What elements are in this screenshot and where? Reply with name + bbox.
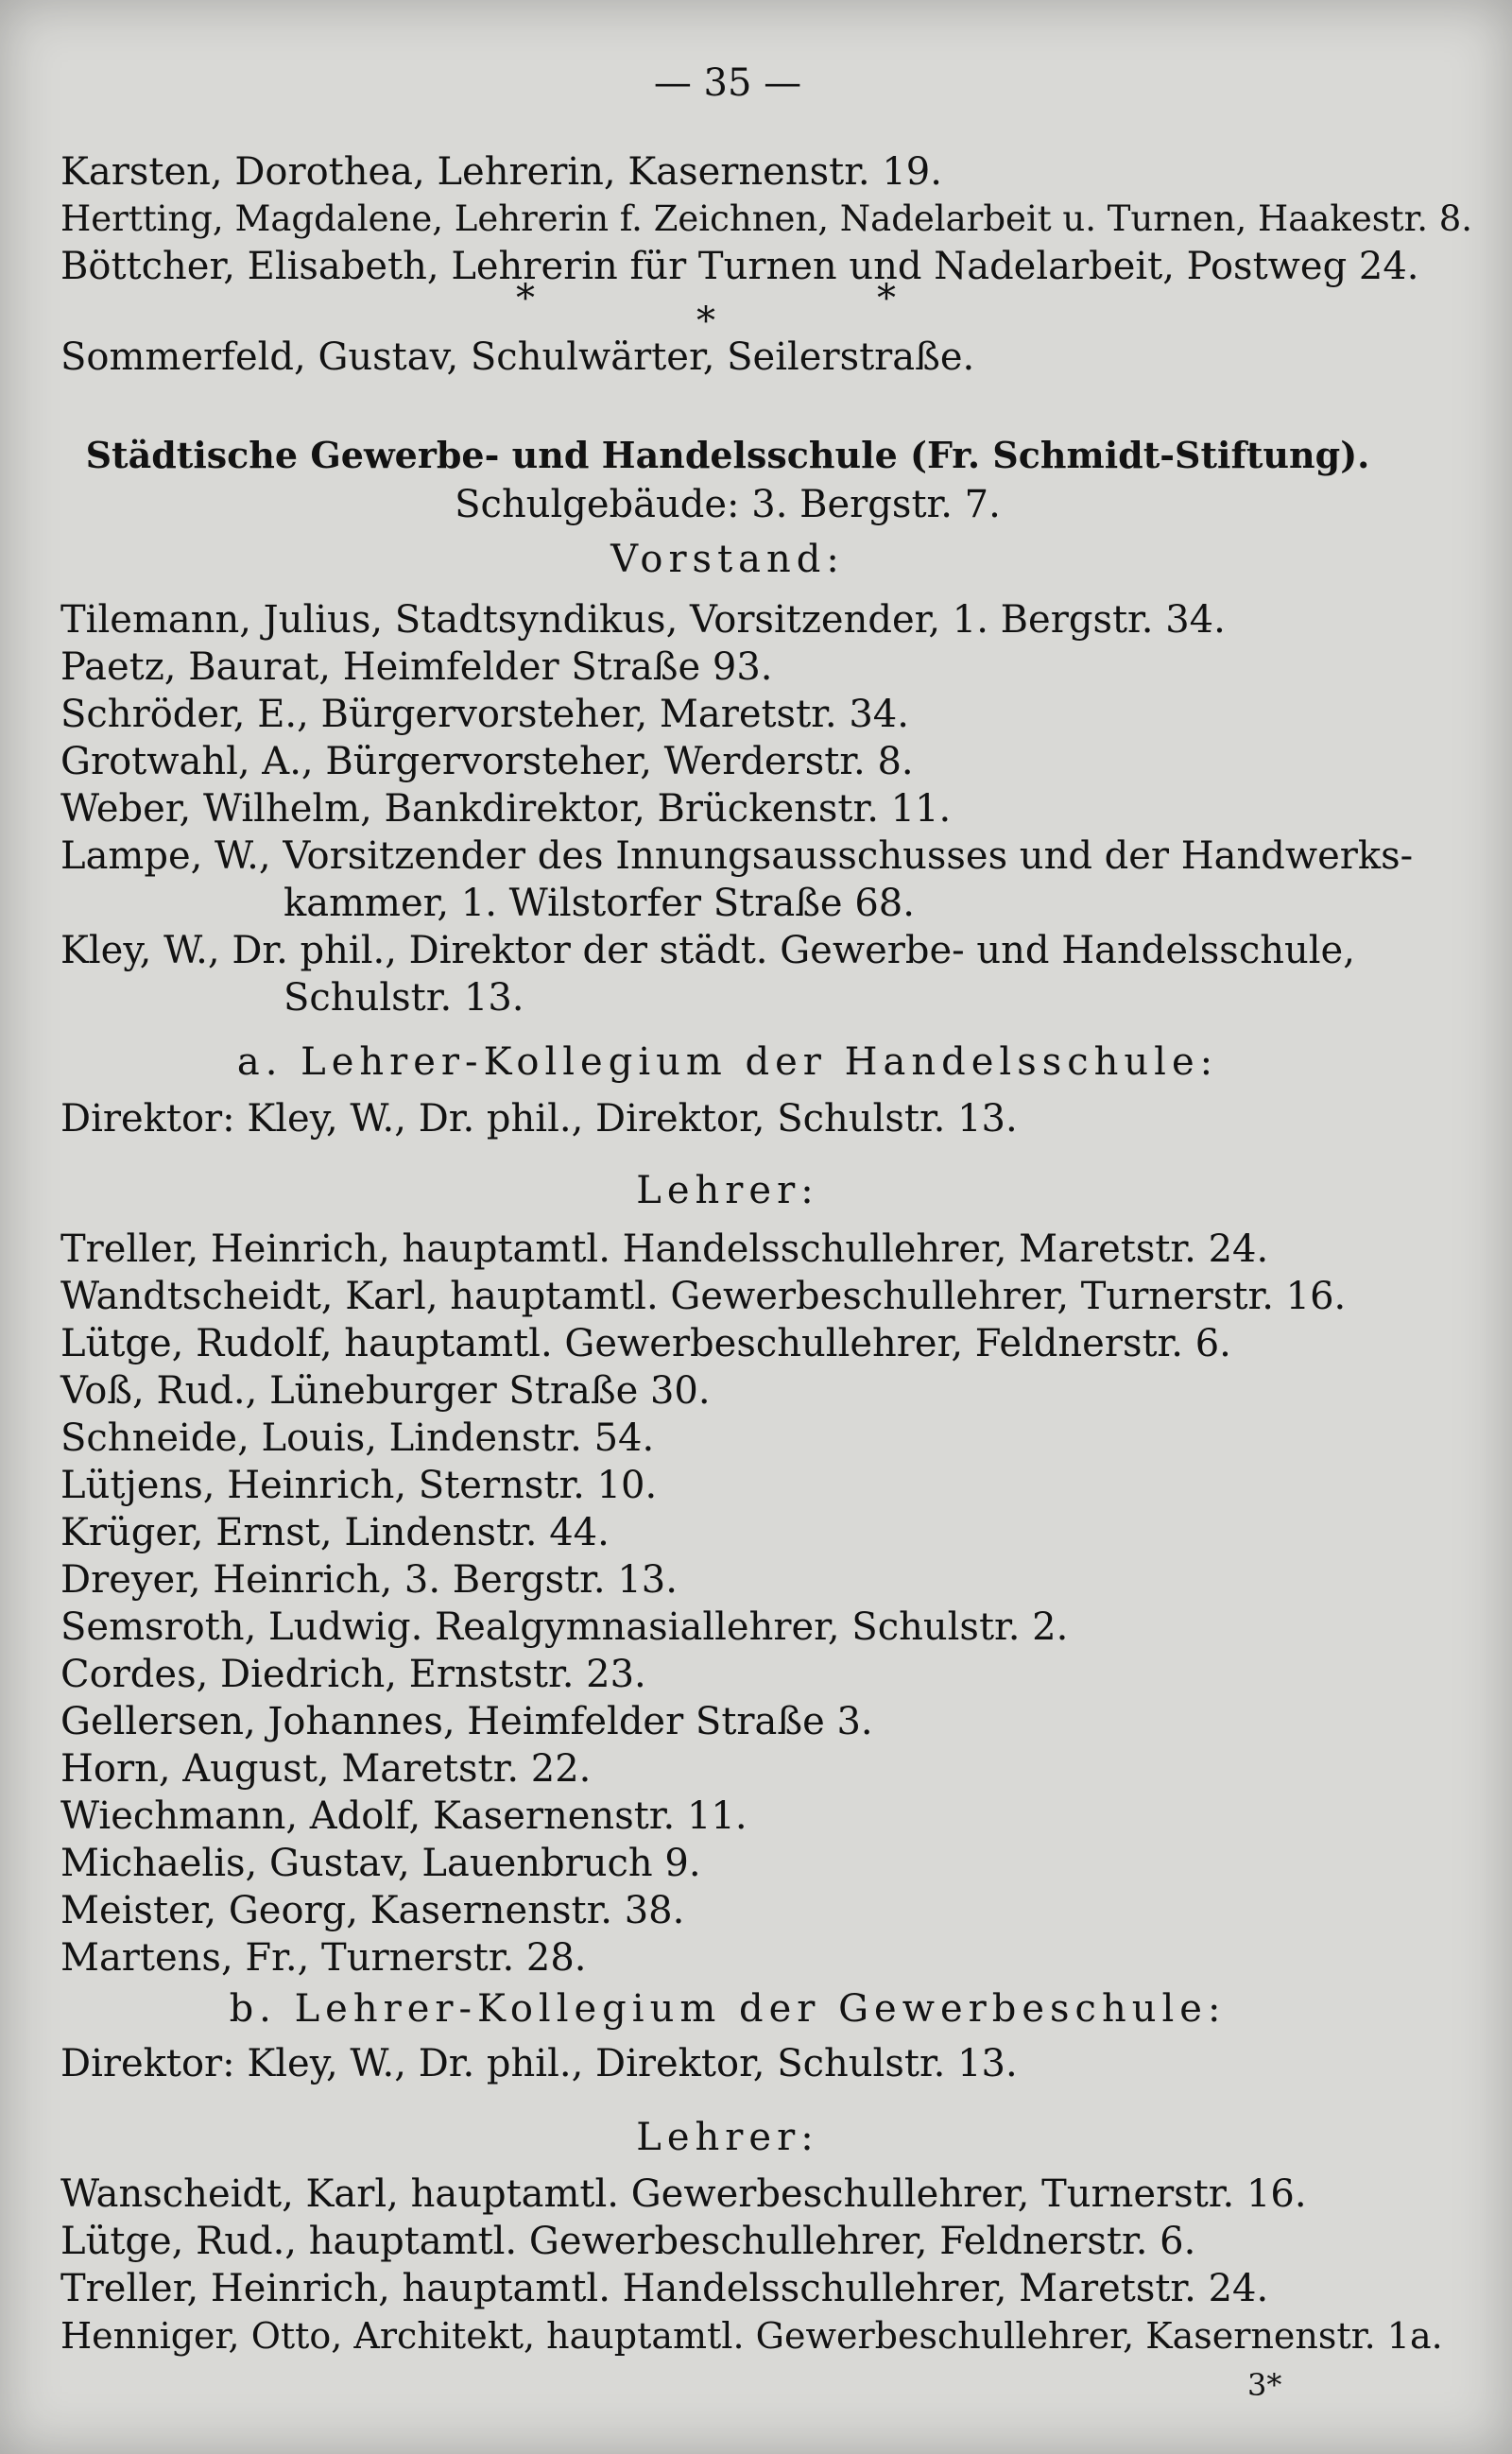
teacher-entry: Martens, Fr., Turnerstr. 28. bbox=[60, 1936, 587, 1980]
section-b-director: Direktor: Kley, W., Dr. phil., Direktor, Schulstr. 13. bbox=[60, 2042, 1018, 2085]
teacher-entry: Horn, August, Maretstr. 22. bbox=[60, 1747, 592, 1791]
asterism-star: * bbox=[696, 300, 715, 343]
board-member: Grotwahl, A., Bürgervorsteher, Werderstr. 8. bbox=[60, 740, 914, 783]
board-heading: Vorstand: bbox=[610, 538, 845, 581]
section-a-teachers-heading: Lehrer: bbox=[636, 1169, 819, 1212]
section-a-director: Direktor: Kley, W., Dr. phil., Direktor, Schulstr. 13. bbox=[60, 1097, 1018, 1141]
teacher-entry: Gellersen, Johannes, Heimfelder Straße 3. bbox=[60, 1700, 873, 1743]
signature-mark: 3* bbox=[1247, 2367, 1282, 2403]
teacher-entry: Semsroth, Ludwig. Realgymnasiallehrer, Schulstr. 2. bbox=[60, 1605, 1069, 1649]
teacher-entry: Meister, Georg, Kasernenstr. 38. bbox=[60, 1889, 685, 1932]
teacher-entry: Treller, Heinrich, hauptamtl. Handelsschullehrer, Maretstr. 24. bbox=[60, 2267, 1269, 2310]
teacher-entry: Lütjens, Heinrich, Sternstr. 10. bbox=[60, 1464, 658, 1507]
board-member: Kley, W., Dr. phil., Direktor der städt. Gewerbe- und Handelsschule, bbox=[60, 929, 1355, 972]
entry-line: Karsten, Dorothea, Lehrerin, Kasernenstr. 19. bbox=[60, 150, 942, 194]
entry-line: Hertting, Magdalene, Lehrerin f. Zeichnen, Nadelarbeit u. Turnen, Haakestr. 8. bbox=[60, 198, 1473, 239]
board-member: Schröder, E., Bürgervorsteher, Maretstr. 34. bbox=[60, 693, 909, 736]
teacher-entry: Michaelis, Gustav, Lauenbruch 9. bbox=[60, 1842, 701, 1885]
teacher-entry: Krüger, Ernst, Lindenstr. 44. bbox=[60, 1511, 610, 1554]
section-b-teachers-heading: Lehrer: bbox=[636, 2116, 819, 2159]
page-number: — 35 — bbox=[653, 61, 802, 105]
teacher-entry: Henniger, Otto, Architekt, hauptamtl. Gewerbeschullehrer, Kasernenstr. 1a. bbox=[60, 2315, 1443, 2357]
teacher-entry: Voß, Rud., Lüneburger Straße 30. bbox=[60, 1369, 711, 1413]
teacher-entry: Wanscheidt, Karl, hauptamtl. Gewerbeschullehrer, Turnerstr. 16. bbox=[60, 2172, 1307, 2216]
entry-line: Sommerfeld, Gustav, Schulwärter, Seilerstraße. bbox=[60, 335, 975, 379]
teacher-entry: Wandtscheidt, Karl, hauptamtl. Gewerbeschullehrer, Turnerstr. 16. bbox=[60, 1275, 1347, 1318]
teacher-entry: Lütge, Rud., hauptamtl. Gewerbeschullehrer, Feldnerstr. 6. bbox=[60, 2220, 1196, 2263]
teacher-entry: Cordes, Diedrich, Ernststr. 23. bbox=[60, 1653, 646, 1696]
board-member: Weber, Wilhelm, Bankdirektor, Brückenstr. 11. bbox=[60, 787, 952, 831]
board-member: Paetz, Baurat, Heimfelder Straße 93. bbox=[60, 645, 773, 689]
board-member-continued: kammer, 1. Wilstorfer Straße 68. bbox=[284, 882, 915, 925]
teacher-entry: Wiechmann, Adolf, Kasernenstr. 11. bbox=[60, 1794, 747, 1838]
teacher-entry: Schneide, Louis, Lindenstr. 54. bbox=[60, 1416, 655, 1460]
school-building: Schulgebäude: 3. Bergstr. 7. bbox=[455, 483, 1001, 526]
board-member: Tilemann, Julius, Stadtsyndikus, Vorsitzender, 1. Bergstr. 34. bbox=[60, 598, 1226, 642]
section-a-heading: a. Lehrer-Kollegium der Handelsschule: bbox=[236, 1040, 1219, 1084]
school-title: Städtische Gewerbe- und Handelsschule (Fr. Schmidt-Stiftung). bbox=[85, 434, 1370, 476]
teacher-entry: Treller, Heinrich, hauptamtl. Handelsschullehrer, Maretstr. 24. bbox=[60, 1227, 1269, 1271]
asterism-star: * bbox=[877, 277, 896, 320]
board-member: Lampe, W., Vorsitzender des Innungsausschusses und der Handwerks- bbox=[60, 834, 1414, 878]
entry-line: Böttcher, Elisabeth, Lehrerin für Turnen und Nadelarbeit, Postweg 24. bbox=[60, 245, 1419, 288]
board-member-continued: Schulstr. 13. bbox=[284, 976, 524, 1020]
teacher-entry: Lütge, Rudolf, hauptamtl. Gewerbeschullehrer, Feldnerstr. 6. bbox=[60, 1322, 1231, 1365]
section-b-heading: b. Lehrer-Kollegium der Gewerbeschule: bbox=[229, 1987, 1227, 2031]
asterism-star: * bbox=[516, 277, 535, 320]
teacher-entry: Dreyer, Heinrich, 3. Bergstr. 13. bbox=[60, 1558, 678, 1602]
